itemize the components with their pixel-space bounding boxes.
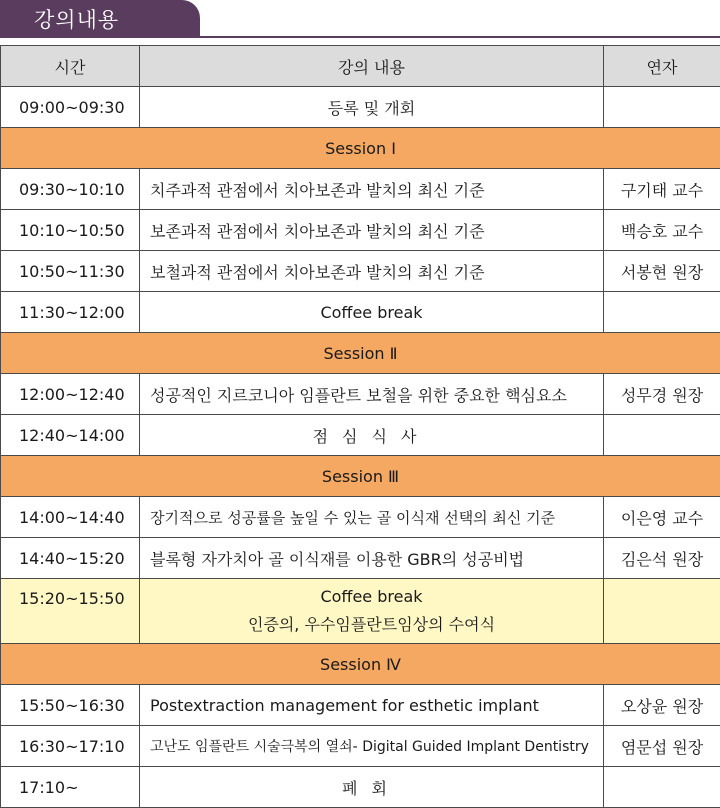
row-speaker xyxy=(604,579,720,644)
table-row xyxy=(1,210,720,251)
row-speaker xyxy=(604,415,720,456)
row-topic: Coffee break xyxy=(140,292,604,333)
row-topic xyxy=(140,579,604,644)
table-row xyxy=(1,685,720,726)
row-speaker: 염문섭 원장 xyxy=(604,726,720,767)
table-row xyxy=(1,497,720,538)
row-time: 09:30~10:10 xyxy=(1,169,140,210)
session-row xyxy=(1,333,720,374)
row-time: 17:10~ xyxy=(1,767,140,808)
table-row xyxy=(1,579,720,644)
table-row xyxy=(1,87,720,128)
row-speaker: 김은석 원장 xyxy=(604,538,720,579)
row-time: 10:50~11:30 xyxy=(1,251,140,292)
row-topic: 블록형 자가치아 골 이식재를 이용한 GBR의 성공비법 xyxy=(140,538,604,579)
section-title-tab xyxy=(0,0,200,37)
row-topic-line1: Coffee break xyxy=(140,583,603,611)
row-speaker xyxy=(604,87,720,128)
row-speaker: 성무경 원장 xyxy=(604,374,720,415)
table-row xyxy=(1,169,720,210)
row-time: 15:20~15:50 xyxy=(1,579,140,644)
row-topic: 고난도 임플란트 시술극복의 열쇠- Digital Guided Implant Dentistry xyxy=(140,726,604,767)
row-time: 12:00~12:40 xyxy=(1,374,140,415)
table-header-row xyxy=(1,46,720,87)
row-time: 14:40~15:20 xyxy=(1,538,140,579)
section-title: 강의내용 xyxy=(34,4,119,34)
table-row xyxy=(1,538,720,579)
row-topic: 등록 및 개회 xyxy=(140,87,604,128)
table-row xyxy=(1,374,720,415)
title-divider xyxy=(0,36,720,38)
session-row xyxy=(1,456,720,497)
session-row xyxy=(1,644,720,685)
row-topic: 폐회 xyxy=(140,767,604,808)
row-topic: 점심식사 xyxy=(140,415,604,456)
header-speaker: 연자 xyxy=(604,46,720,87)
row-speaker: 서봉현 원장 xyxy=(604,251,720,292)
row-speaker: 오상윤 원장 xyxy=(604,685,720,726)
row-topic: Postextraction management for esthetic implant xyxy=(140,685,604,726)
session-label: Session Ⅲ xyxy=(1,456,720,497)
session-label: Session Ⅳ xyxy=(1,644,720,685)
row-speaker xyxy=(604,292,720,333)
header-content: 강의 내용 xyxy=(140,46,604,87)
row-time: 16:30~17:10 xyxy=(1,726,140,767)
row-speaker: 백승호 교수 xyxy=(604,210,720,251)
row-time: 15:50~16:30 xyxy=(1,685,140,726)
table-row xyxy=(1,726,720,767)
row-topic: 보철과적 관점에서 치아보존과 발치의 최신 기준 xyxy=(140,251,604,292)
schedule-table xyxy=(0,45,720,808)
table-row xyxy=(1,767,720,808)
table-row xyxy=(1,415,720,456)
row-topic: 치주과적 관점에서 치아보존과 발치의 최신 기준 xyxy=(140,169,604,210)
table-row xyxy=(1,251,720,292)
row-time: 09:00~09:30 xyxy=(1,87,140,128)
session-label: Session Ⅱ xyxy=(1,333,720,374)
header-time: 시간 xyxy=(1,46,140,87)
session-row xyxy=(1,128,720,169)
row-time: 10:10~10:50 xyxy=(1,210,140,251)
row-time: 12:40~14:00 xyxy=(1,415,140,456)
row-time: 11:30~12:00 xyxy=(1,292,140,333)
row-topic: 장기적으로 성공률을 높일 수 있는 골 이식재 선택의 최신 기준 xyxy=(140,497,604,538)
row-topic: 성공적인 지르코니아 임플란트 보철을 위한 중요한 핵심요소 xyxy=(140,374,604,415)
row-topic-line2: 인증의, 우수임플란트임상의 수여식 xyxy=(140,611,603,639)
row-time: 14:00~14:40 xyxy=(1,497,140,538)
row-speaker: 구기태 교수 xyxy=(604,169,720,210)
row-speaker xyxy=(604,767,720,808)
table-row xyxy=(1,292,720,333)
row-speaker: 이은영 교수 xyxy=(604,497,720,538)
session-label: Session Ⅰ xyxy=(1,128,720,169)
row-topic: 보존과적 관점에서 치아보존과 발치의 최신 기준 xyxy=(140,210,604,251)
